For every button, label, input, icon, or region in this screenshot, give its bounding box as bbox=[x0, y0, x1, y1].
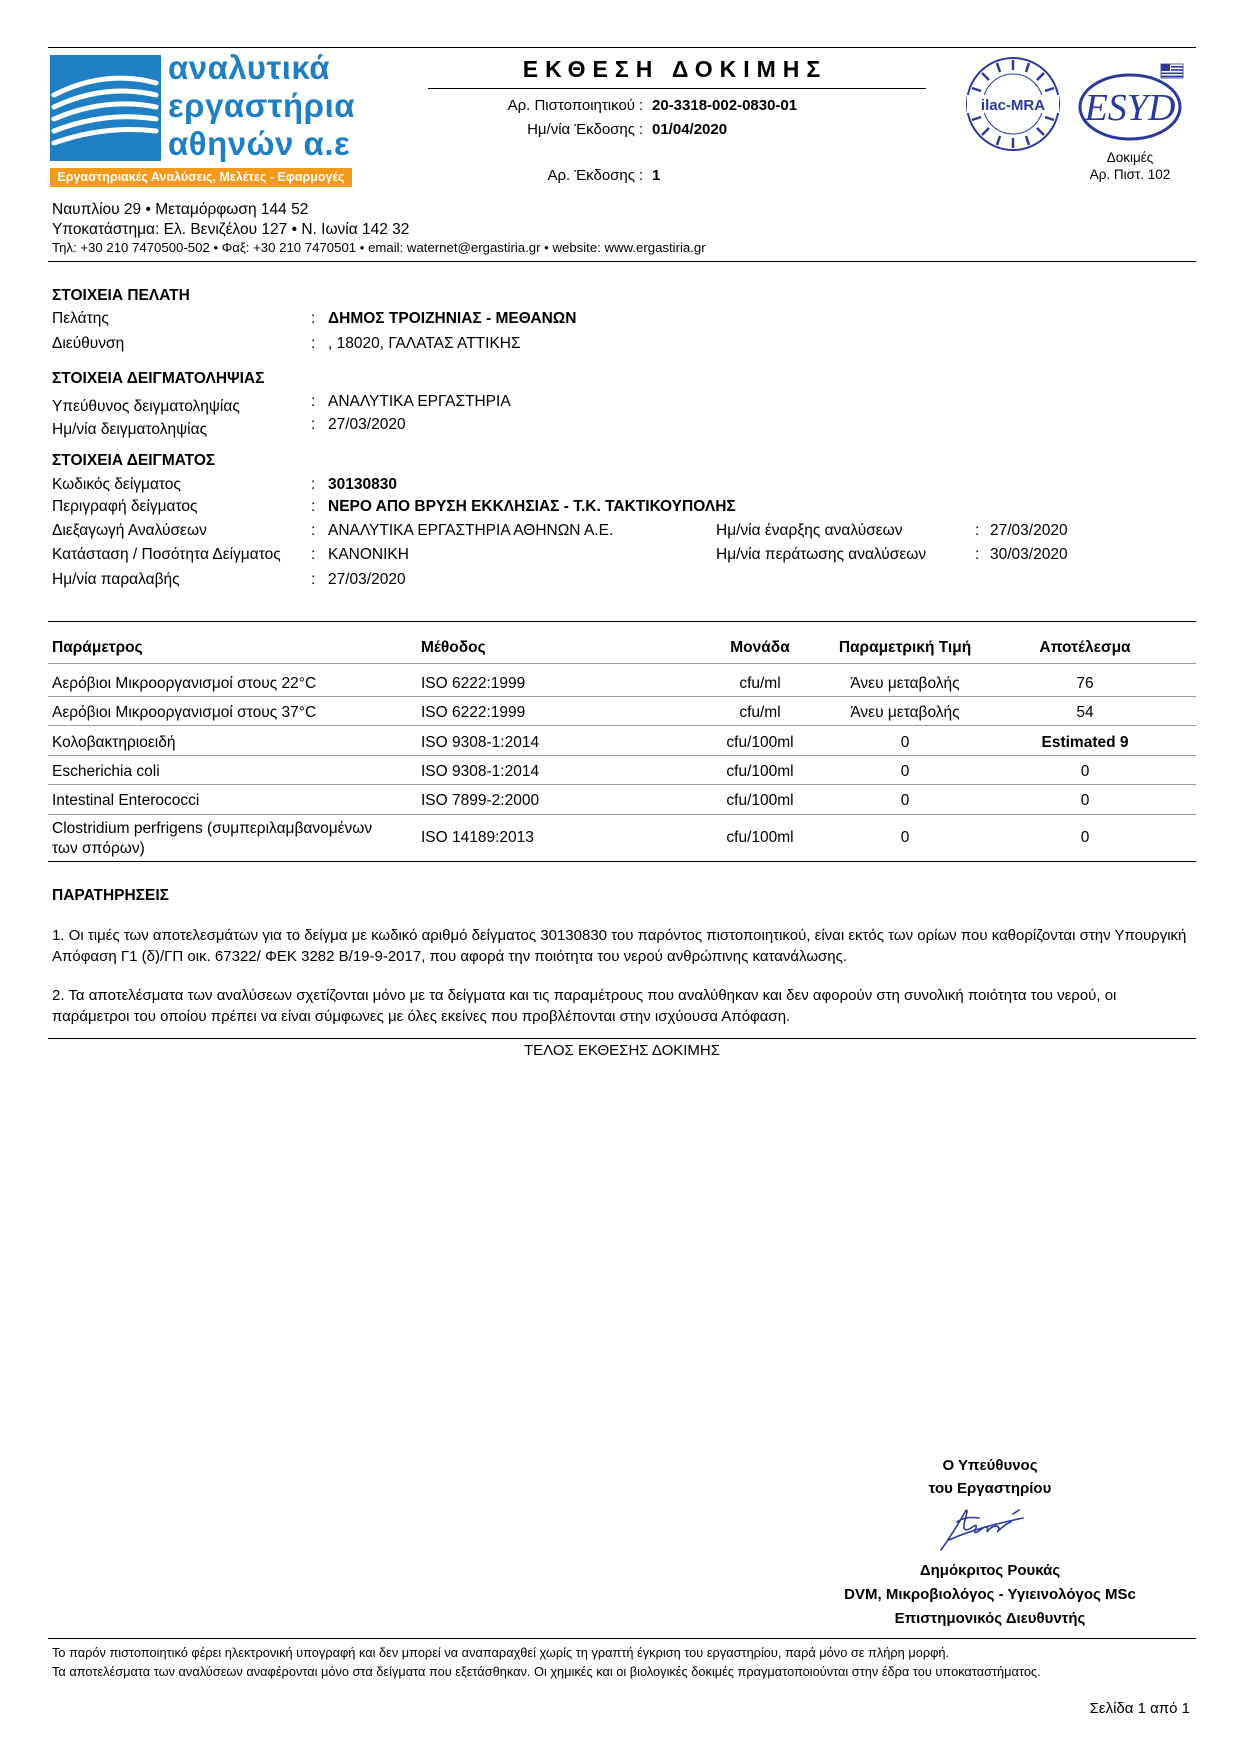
ilac-mra-logo bbox=[964, 55, 1062, 153]
row-divider bbox=[48, 784, 1196, 785]
table-row-result: 76 bbox=[1076, 675, 1094, 692]
table-bottom-rule bbox=[48, 861, 1196, 862]
client-section-title: ΣΤΟΙΧΕΙΑ ΠΕΛΑΤΗ bbox=[52, 287, 190, 304]
colon: : bbox=[311, 310, 316, 327]
table-row-result: 0 bbox=[1080, 792, 1090, 809]
sample-description-label: Περιγραφή δείγματος bbox=[52, 498, 198, 515]
sample-code-label: Κωδικός δείγματος bbox=[52, 476, 181, 493]
end-of-report: ΤΕΛΟΣ ΕΚΘΕΣΗΣ ΔΟΚΙΜΗΣ bbox=[523, 1042, 721, 1059]
page-number: Σελίδα 1 από 1 bbox=[1089, 1700, 1190, 1717]
logo-line-1: αναλυτικά bbox=[168, 49, 330, 86]
analysis-performed-label: Διεξαγωγή Αναλύσεων bbox=[52, 522, 207, 539]
analysis-end-label: Ημ/νία περάτωσης αναλύσεων bbox=[716, 546, 927, 563]
client-name-label: Πελάτης bbox=[52, 310, 109, 327]
table-row-param: Αερόβιοι Μικροοργανισμοί στους 22°C bbox=[52, 675, 317, 692]
table-row-param: Αερόβιοι Μικροοργανισμοί στους 37°C bbox=[52, 704, 317, 721]
sample-description: ΝΕΡΟ ΑΠΟ ΒΡΥΣΗ ΕΚΚΛΗΣΙΑΣ - Τ.Κ. ΤΑΚΤΙΚΟΥΠΟΛΗΣ bbox=[328, 498, 736, 515]
table-row-result: 54 bbox=[1076, 704, 1094, 721]
sampling-date-label: Ημ/νία δειγματοληψίας bbox=[52, 421, 208, 438]
sampling-responsible-label: Υπεύθυνος δειγματοληψίας bbox=[52, 398, 240, 415]
client-name: ΔΗΜΟΣ ΤΡΟΙΖΗΝΙΑΣ - ΜΕΘΑΝΩΝ bbox=[328, 310, 577, 327]
colon: : bbox=[311, 498, 316, 515]
table-header-rule bbox=[48, 663, 1196, 664]
signatory-title-2: Επιστημονικός Διευθυντής bbox=[894, 1610, 1086, 1627]
colon: : bbox=[639, 97, 644, 114]
table-row-method: ISO 6222:1999 bbox=[421, 675, 526, 692]
footer-note-2: Τα αποτελέσματα των αναλύσεων αναφέρονται μόνο στα δείγματα που εξετάσθηκαν. Οι χημικές και οι βιολογικές δοκιμές πραγματοποιούνται στην έδρα του υποκαταστήματος. bbox=[52, 1664, 1041, 1679]
handwritten-signature bbox=[935, 1500, 1035, 1558]
cert-number: 20-3318-002-0830-01 bbox=[652, 97, 798, 114]
header-rule bbox=[48, 261, 1196, 262]
table-row-limit: 0 bbox=[900, 829, 910, 846]
issue-date-label: Ημ/νία Έκδοσης bbox=[527, 121, 635, 138]
row-divider bbox=[48, 755, 1196, 756]
remark-2: 2. Τα αποτελέσματα των αναλύσεων σχετίζονται μόνο με τα δείγματα και τις παραμέτρους που αναλύθηκαν και δεν αφορούν στη συνολική ποιότητα του νερού, οι παράμετροι του οποίου πρέπει να είναι σύμφωνες με όλες εκείνες που προβλέπονται στην ισχύουσα Απόφαση. bbox=[52, 987, 1117, 1025]
issue-number-label: Αρ. Έκδοσης bbox=[547, 167, 635, 184]
document-title: ΕΚΘΕΣΗ ΔΟΚΙΜΗΣ bbox=[522, 56, 828, 82]
remarks-bottom-rule bbox=[48, 1038, 1196, 1039]
client-address-label: Διεύθυνση bbox=[52, 335, 125, 352]
company-logo bbox=[50, 49, 356, 163]
received-date-label: Ημ/νία παραλαβής bbox=[52, 571, 180, 588]
sampling-date: 27/03/2020 bbox=[328, 416, 406, 433]
received-date: 27/03/2020 bbox=[328, 571, 406, 588]
analysis-start-label: Ημ/νία έναρξης αναλύσεων bbox=[716, 522, 903, 539]
footer-rule bbox=[48, 1638, 1196, 1639]
table-row-limit: 0 bbox=[900, 763, 910, 780]
svg-text:ESYD: ESYD bbox=[1084, 87, 1176, 129]
column-header-limit: Παραμετρική Τιμή bbox=[838, 639, 972, 656]
logo-line-2: εργαστήρια bbox=[168, 87, 356, 124]
row-divider bbox=[48, 725, 1196, 726]
sample-condition: ΚΑΝΟΝΙΚΗ bbox=[328, 546, 409, 563]
client-address: , 18020, ΓΑΛΑΤΑΣ ΑΤΤΙΚΗΣ bbox=[328, 335, 521, 352]
sampling-section-title: ΣΤΟΙΧΕΙΑ ΔΕΙΓΜΑΤΟΛΗΨΙΑΣ bbox=[52, 370, 265, 387]
signatory-title-1: DVM, Μικροβιολόγος - Υγιεινολόγος MSc bbox=[844, 1586, 1136, 1603]
table-row-unit: cfu/100ml bbox=[726, 763, 794, 780]
column-header-method: Μέθοδος bbox=[421, 639, 486, 656]
table-row-method: ISO 14189:2013 bbox=[421, 829, 534, 846]
analysis-end-date: 30/03/2020 bbox=[990, 546, 1068, 563]
remark-1: 1. Οι τιμές των αποτελεσμάτων για το δείγμα με κωδικό αριθμό δείγματος 30130830 του παρόντος πιστοποιητικού, είναι εκτός των ορίων που καθορίζονται στην Υπουργική Απόφαση Γ1 (δ)/ΓΠ οικ. 67322/ ΦΕΚ 3282 Β/19-9-2017, που αφορά την ποιότητα του νερού ανθρώπινης κατανάλωσης. bbox=[52, 927, 1187, 965]
table-row-unit: cfu/ml bbox=[739, 675, 781, 692]
accreditation-number: Αρ. Πιστ. 102 bbox=[1089, 167, 1171, 182]
logo-line-3: αθηνών α.ε bbox=[168, 125, 351, 162]
footer-note-1: Το παρόν πιστοποιητικό φέρει ηλεκτρονική υπογραφή και δεν μπορεί να αναπαραχθεί χωρίς τη γραπτή έγκριση του εργαστηρίου, παρά μόνο σε πλήρη μορφή. bbox=[52, 1645, 950, 1660]
logo-wordmark bbox=[168, 49, 355, 163]
issue-date: 01/04/2020 bbox=[652, 121, 728, 138]
row-divider bbox=[48, 696, 1196, 697]
logo-wave-mark bbox=[50, 55, 161, 161]
column-header-result: Αποτέλεσμα bbox=[1039, 639, 1131, 656]
colon: : bbox=[311, 546, 316, 563]
table-row-param: Clostridium perfrigens (συμπεριλαμβανομένων bbox=[52, 820, 373, 837]
top-rule bbox=[48, 47, 1196, 48]
table-row-result: 0 bbox=[1080, 829, 1090, 846]
colon: : bbox=[311, 416, 316, 433]
cert-number-label: Αρ. Πιστοποιητικού bbox=[507, 97, 635, 114]
logo-tagline: Εργαστηριακές Αναλύσεις, Μελέτες - Εφαρμογές bbox=[50, 168, 352, 187]
column-header-unit: Μονάδα bbox=[730, 639, 790, 656]
sample-section-title: ΣΤΟΙΧΕΙΑ ΔΕΙΓΜΑΤΟΣ bbox=[52, 452, 216, 469]
address-line-2: Υποκατάστημα: Ελ. Βενιζέλου 127 • Ν. Ιωνία 142 32 bbox=[52, 221, 410, 238]
table-row-param: Κολοβακτηριοειδή bbox=[52, 734, 176, 751]
accreditation-label: Δοκιμές bbox=[1106, 150, 1154, 165]
colon: : bbox=[311, 393, 316, 410]
table-row-unit: cfu/100ml bbox=[726, 734, 794, 751]
signature-heading-2: του Εργαστηρίου bbox=[928, 1480, 1052, 1497]
title-underline bbox=[428, 88, 926, 89]
table-top-rule bbox=[48, 621, 1196, 622]
table-row-method: ISO 9308-1:2014 bbox=[421, 734, 540, 751]
table-row-method: ISO 6222:1999 bbox=[421, 704, 526, 721]
contact-line: Τηλ: +30 210 7470500-502 • Φαξ: +30 210 7470501 • email: waternet@ergastiria.gr • website: www.ergastiria.gr bbox=[52, 240, 706, 255]
table-row-unit: cfu/100ml bbox=[726, 792, 794, 809]
sample-code: 30130830 bbox=[328, 476, 397, 493]
address-line-1: Ναυπλίου 29 • Μεταμόρφωση 144 52 bbox=[52, 201, 309, 218]
table-row-param: Escherichia coli bbox=[52, 763, 160, 780]
colon: : bbox=[639, 121, 644, 138]
table-row-param: Intestinal Enterococci bbox=[52, 792, 200, 809]
colon: : bbox=[975, 522, 980, 539]
table-row-limit: Άνευ μεταβολής bbox=[850, 675, 960, 692]
esyd-logo bbox=[1075, 62, 1185, 147]
table-row-method: ISO 7899-2:2000 bbox=[421, 792, 540, 809]
row-divider bbox=[48, 814, 1196, 815]
colon: : bbox=[311, 522, 316, 539]
table-row-unit: cfu/100ml bbox=[726, 829, 794, 846]
colon: : bbox=[639, 167, 644, 184]
column-header-parameter: Παράμετρος bbox=[52, 639, 143, 656]
colon: : bbox=[311, 476, 316, 493]
signatory-name: Δημόκριτος Ρουκάς bbox=[919, 1562, 1061, 1579]
colon: : bbox=[311, 335, 316, 352]
analysis-performed: ΑΝΑΛΥΤΙΚΑ ΕΡΓΑΣΤΗΡΙΑ ΑΘΗΝΩΝ Α.Ε. bbox=[328, 522, 614, 539]
table-row-limit: 0 bbox=[900, 734, 910, 751]
table-row-method: ISO 9308-1:2014 bbox=[421, 763, 540, 780]
table-row-limit: Άνευ μεταβολής bbox=[850, 704, 960, 721]
remarks-title: ΠΑΡΑΤΗΡΗΣΕΙΣ bbox=[52, 887, 169, 904]
svg-text:ilac-MRA: ilac-MRA bbox=[980, 97, 1046, 114]
table-row-param-cont: των σπόρων) bbox=[52, 840, 145, 857]
colon: : bbox=[311, 571, 316, 588]
table-row-result: 0 bbox=[1080, 763, 1090, 780]
table-row-unit: cfu/ml bbox=[739, 704, 781, 721]
table-row-limit: 0 bbox=[900, 792, 910, 809]
issue-number: 1 bbox=[652, 167, 661, 184]
signature-heading-1: Ο Υπεύθυνος bbox=[942, 1457, 1038, 1474]
analysis-start-date: 27/03/2020 bbox=[990, 522, 1068, 539]
sample-condition-label: Κατάσταση / Ποσότητα Δείγματος bbox=[52, 546, 281, 563]
colon: : bbox=[975, 546, 980, 563]
sampling-responsible: ΑΝΑΛΥΤΙΚΑ ΕΡΓΑΣΤΗΡΙΑ bbox=[328, 393, 511, 410]
table-row-result: Estimated 9 bbox=[1041, 734, 1129, 751]
